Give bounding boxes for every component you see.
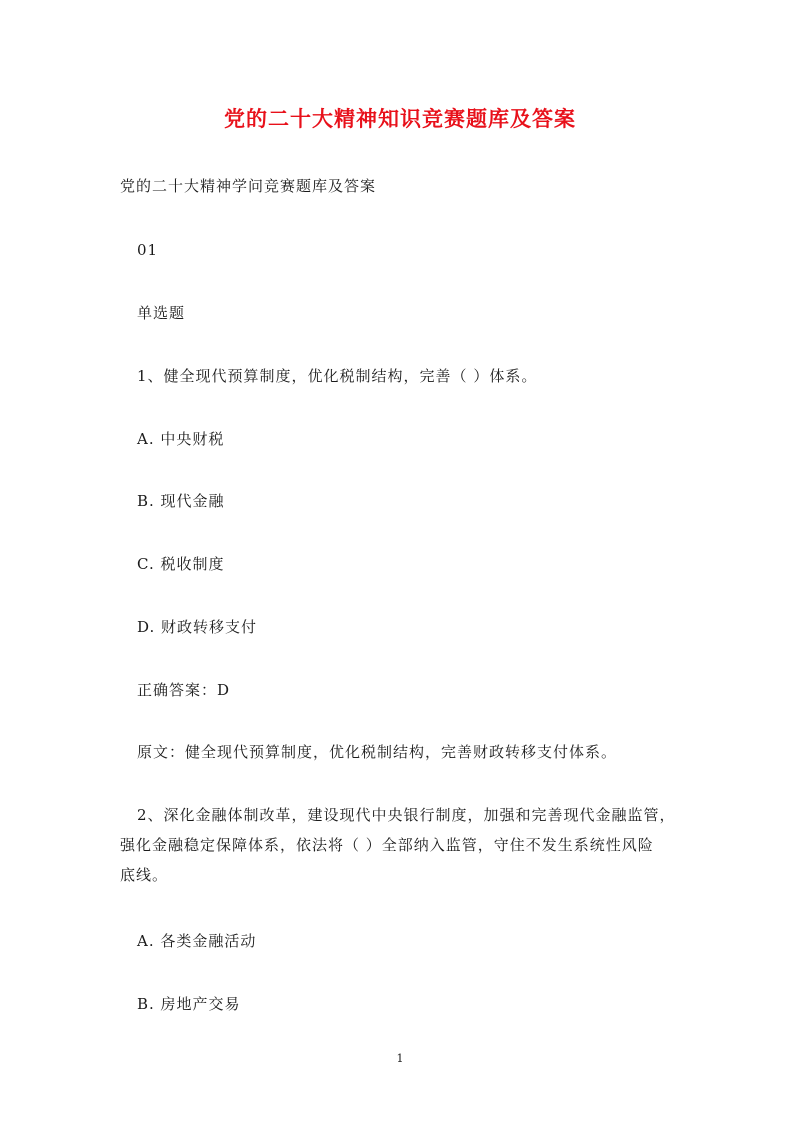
question-2-option-a: A. 各类金融活动 bbox=[137, 932, 257, 950]
question-1-option-d: D. 财政转移支付 bbox=[137, 618, 258, 636]
section-number: 01 bbox=[137, 241, 159, 259]
question-1-option-b: B. 现代金融 bbox=[137, 492, 225, 510]
question-2-stem-line: 强化金融稳定保障体系，依法将（ ）全部纳入监管，守住不发生系统性风险 bbox=[120, 836, 654, 854]
section-type: 单选题 bbox=[137, 304, 186, 322]
question-1-answer: 正确答案：D bbox=[137, 681, 231, 699]
question-2-option-b: B. 房地产交易 bbox=[137, 995, 241, 1013]
subtitle: 党的二十大精神学问竞赛题库及答案 bbox=[120, 177, 377, 195]
question-1-option-a: A. 中央财税 bbox=[137, 430, 225, 448]
page-title: 党的二十大精神知识竞赛题库及答案 bbox=[224, 107, 576, 131]
question-2-stem-line: 底线。 bbox=[120, 866, 169, 884]
question-1-source: 原文：健全现代预算制度，优化税制结构，完善财政转移支付体系。 bbox=[137, 743, 618, 761]
question-1-option-c: C. 税收制度 bbox=[137, 555, 225, 573]
question-1-stem: 1、健全现代预算制度，优化税制结构，完善（ ）体系。 bbox=[137, 367, 538, 385]
question-2-stem bbox=[120, 800, 700, 890]
question-2-stem-line: 2、深化金融体制改革，建设现代中央银行制度，加强和完善现代金融监管， bbox=[137, 806, 676, 824]
page-number: 1 bbox=[396, 1052, 404, 1065]
